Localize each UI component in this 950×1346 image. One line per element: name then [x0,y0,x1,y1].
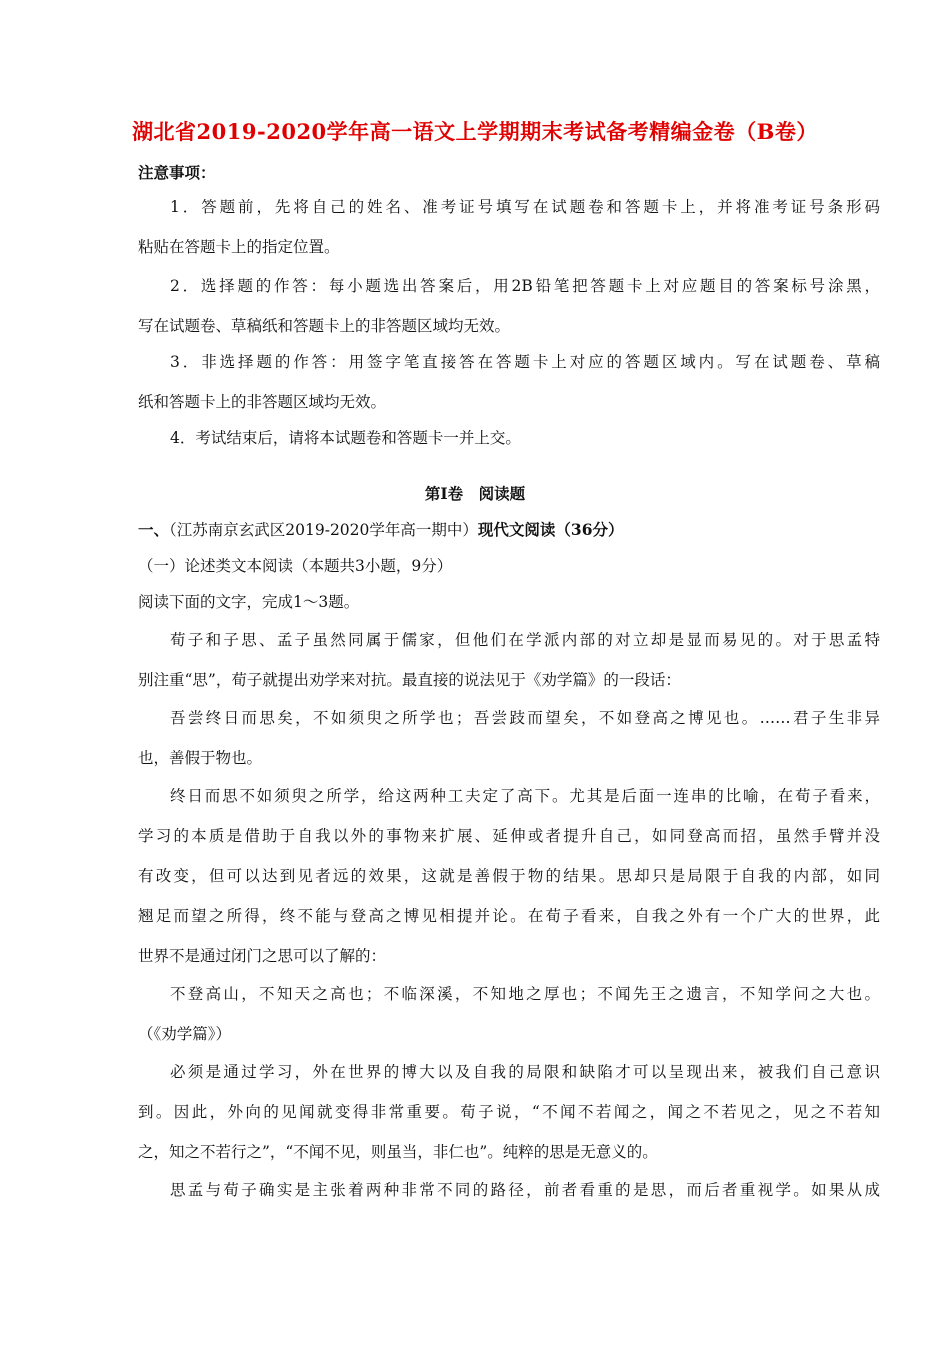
passage-line: 别注重“思”，荀子就提出劝学来对抗。最直接的说法见于《劝学篇》的一段话： [138,671,681,689]
document-title: 湖北省2019-2020学年高一语文上学期期末考试备考精编金卷（B卷） [132,119,818,144]
section-heading [138,520,880,540]
notice-line: 纸和答题卡上的非答题区域均无效。 [138,393,387,411]
notice-line: 3．非选择题的作答：用签字笔直接答在答题卡上对应的答题区域内。写在试题卷、草稿 [170,353,880,371]
notice-line: 写在试题卷、草稿纸和答题卡上的非答题区域均无效。 [138,317,511,335]
notice-line: 4．考试结束后，请将本试题卷和答题卡一并上交。 [170,429,521,447]
passage-line: 也，善假于物也。 [138,749,263,767]
passage-line: 思孟与荀子确实是主张着两种非常不同的路径，前者看重的是思，而后者重视学。如果从成 [170,1181,880,1199]
section-number: 一、 [138,520,170,539]
reading-instruction: 阅读下面的文字，完成1～3题。 [138,593,360,611]
passage-line: 荀子和子思、孟子虽然同属于儒家，但他们在学派内部的对立却是显而易见的。对于思孟特 [170,631,880,649]
notice-line: 1．答题前，先将自己的姓名、准考证号填写在试题卷和答题卡上，并将准考证号条形码 [170,198,880,216]
passage-line: 到。因此，外向的见闻就变得非常重要。荀子说，“不闻不若闻之，闻之不若见之，见之不若知 [138,1103,880,1121]
subsection-heading: （一）论述类文本阅读（本题共3小题，9分） [138,557,453,575]
section-source: （江苏南京玄武区2019-2020学年高一期中） [169,521,478,539]
passage-line: 吾尝终日而思矣，不如须臾之所学也；吾尝跂而望矣，不如登高之博见也。……君子生非异 [170,709,880,727]
notice-heading: 注意事项： [138,163,216,182]
notice-line: 2．选择题的作答：每小题选出答案后，用2B铅笔把答题卡上对应题目的答案标号涂黑， [170,277,880,295]
passage-line: 翘足而望之所得，终不能与登高之博见相提并论。在荀子看来，自我之外有一个广大的世界，此 [138,907,880,925]
part-heading: 第Ⅰ卷 阅读题 [424,484,526,503]
section-title: 现代文阅读（36分） [477,520,624,539]
passage-line: （《劝学篇》） [138,1025,232,1043]
passage-line: 世界不是通过闭门之思可以了解的： [138,947,387,965]
passage-line: 不登高山，不知天之高也；不临深溪，不知地之厚也；不闻先王之遗言，不知学问之大也。 [170,985,880,1003]
passage-line: 有改变，但可以达到见者远的效果，这就是善假于物的结果。思却只是局限于自我的内部，如同 [138,867,880,885]
passage-line: 学习的本质是借助于自我以外的事物来扩展、延伸或者提升自己，如同登高而招，虽然手臂并没 [138,827,880,845]
passage-line: 之，知之不若行之”，“不闻不见，则虽当，非仁也”。纯粹的思是无意义的。 [138,1143,658,1161]
passage-line: 必须是通过学习，外在世界的博大以及自我的局限和缺陷才可以呈现出来，被我们自己意识 [170,1063,880,1081]
notice-line: 粘贴在答题卡上的指定位置。 [138,238,340,256]
passage-line: 终日而思不如须臾之所学，给这两种工夫定了高下。尤其是后面一连串的比喻，在荀子看来， [170,787,880,805]
